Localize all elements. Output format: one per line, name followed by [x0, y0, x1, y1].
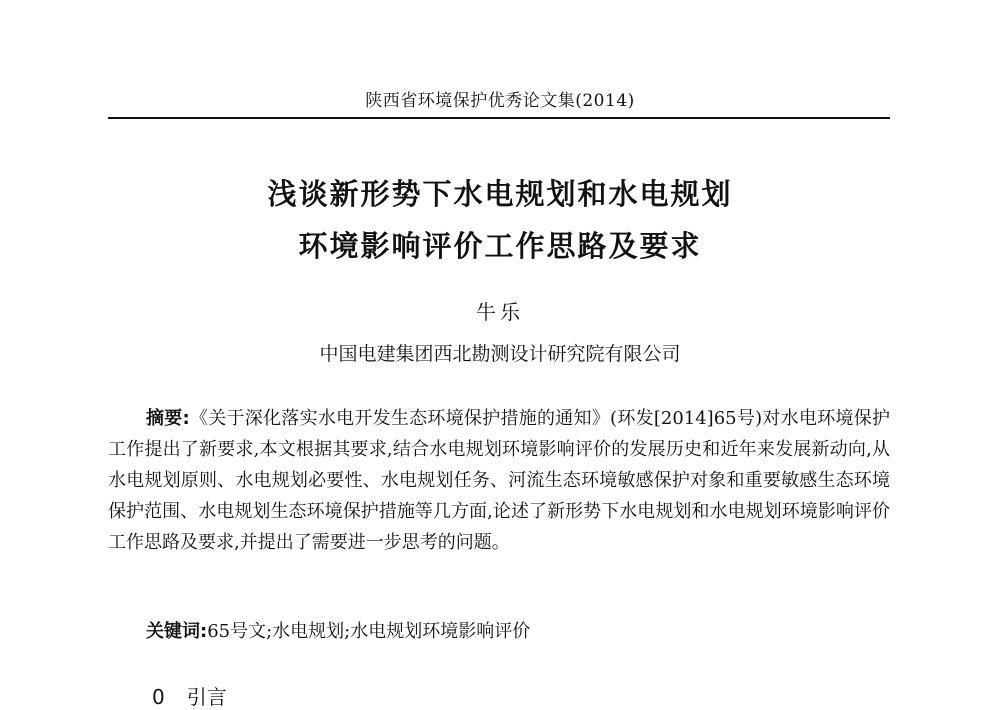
paper-title-line-1: 浅谈新形势下水电规划和水电规划 — [267, 177, 733, 211]
running-header: 陕西省环境保护优秀论文集(2014) — [365, 91, 635, 111]
section-title: 引言 — [186, 685, 227, 709]
author-name: 牛乐 — [476, 300, 524, 324]
abstract-text: 《关于深化落实水电开发生态环境保护措施的通知》(环发[2014]65号)对水电环境保护工作提出了新要求,本文根据其要求,结合水电规划环境影响评价的发展历史和近年来发展新动向,从水电规划原则、水电规划必要性、水电规划任务、河流生态环境敏感保护对象和重要敏感生态环境保护范围、水电规划生态环境保护措施等几方面,论述了新形势下水电规划和水电规划环境影响评价工作思路及要求,并提出了需要进一步思考的问题。 — [108, 408, 890, 553]
section-heading — [152, 681, 227, 710]
section-number: 0 — [152, 685, 165, 709]
abstract-label: 摘要: — [146, 408, 190, 429]
keywords-line — [146, 617, 530, 643]
paper-title-line-2: 环境影响评价工作思路及要求 — [298, 229, 702, 263]
abstract-paragraph — [108, 403, 890, 558]
keywords-text: 65号文;水电规划;水电规划环境影响评价 — [207, 621, 531, 642]
keywords-label: 关键词: — [146, 621, 208, 642]
author-affiliation: 中国电建集团西北勘测设计研究院有限公司 — [319, 343, 681, 365]
header-divider — [108, 117, 890, 119]
